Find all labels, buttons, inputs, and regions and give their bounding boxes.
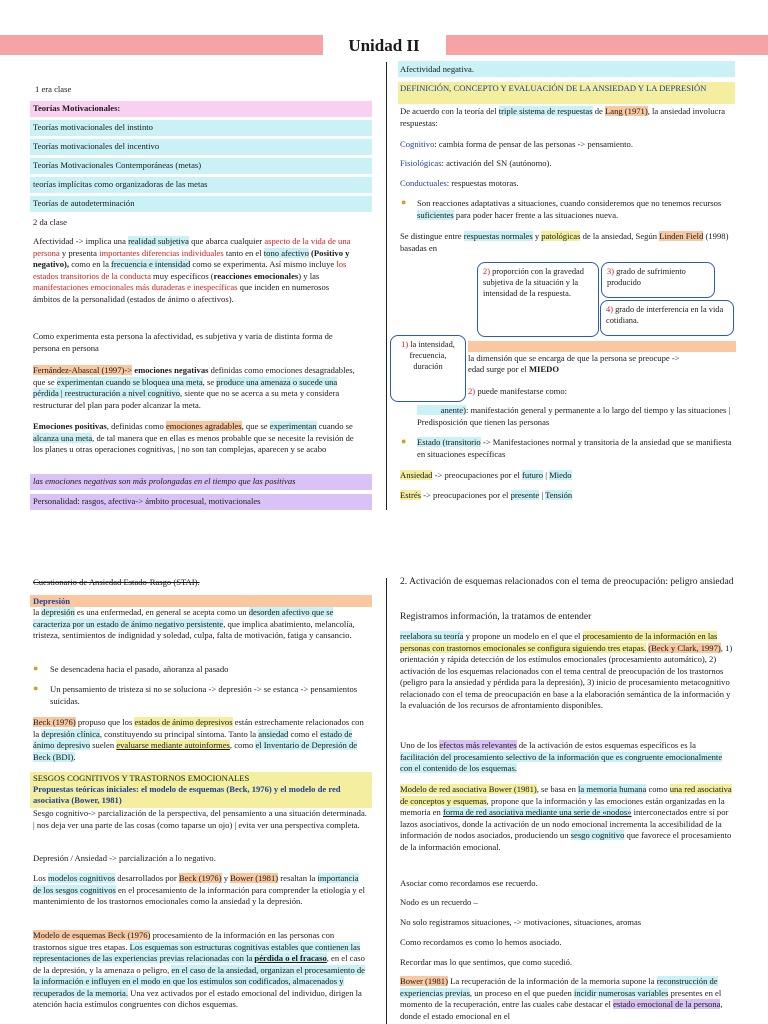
conductuales-line: Conductuales: respuestas motoras. bbox=[400, 178, 519, 188]
adaptativas-bullet: Son reacciones adaptativas a situaciones, cuando consideremos que no tenemos recursos suficientes para poder hacer frente a las situaciones nueva. bbox=[417, 198, 722, 220]
dimension-line: la dimensión que se encarga de que la persona se preocupe -> bbox=[468, 353, 680, 363]
propuestas-heading: Propuestas teóricas iniciales: el modelo de esquemas (Beck, 1976) y el modelo de red asociativa (Bower, 1981) bbox=[33, 784, 341, 805]
teoria-item: Teorías motivacionales del instinto bbox=[33, 122, 153, 132]
afectividad-negativa: Afectividad negativa. bbox=[400, 64, 474, 74]
criteria-box-4: 4) grado de interferencia en la vida cotidiana. bbox=[600, 300, 734, 336]
activacion-heading: 2. Activación de esquemas relacionados con el tema de preocupación: peligro ansiedad bbox=[400, 576, 734, 587]
fisiologicas-line: Fisiológicas: activación del SN (autónomo). bbox=[400, 158, 552, 168]
neg-long-note: las emociones negativas son más prolongadas en el tiempo que las positivas bbox=[33, 476, 296, 486]
como-line: Como recordamos es como lo hemos asociado. bbox=[400, 937, 562, 947]
bullet-icon: ● bbox=[401, 436, 407, 446]
emociones-positivas-paragraph: Emociones positivas, definidas como emociones agradables, que se experimentan cuando se alcanza una meta, de tal manera que en ellas es menos probable que se necesite la revisión de los planes u otras operaciones cognitivas, | no son tan complejas, aparecen y se acabo bbox=[33, 421, 354, 454]
criteria-box-2: 2) proporción con la gravedad subjetiva de la situación y la intensidad de la respuesta. bbox=[477, 262, 599, 337]
bullet-icon: ● bbox=[401, 197, 407, 207]
tristeza-bullet: Un pensamiento de tristeza si no se soluciona -> depresión -> se estanca -> pensamientos suicidas. bbox=[50, 684, 358, 706]
stai-heading: Cuestionario de Ansiedad Estado-Rasgo (STAI). bbox=[33, 577, 200, 587]
definicion-heading: DEFINICIÓN, CONCEPTO Y EVALUACIÓN DE LA ANSIEDAD Y LA DEPRESIÓN bbox=[400, 83, 707, 93]
dep-ans-line: Depresión / Ansiedad -> parcialización a lo negativo. bbox=[33, 853, 216, 863]
manifestarse-line: 2) puede manifestarse como: bbox=[468, 386, 568, 396]
criteria-box-3: 3) grado de sufrimiento producido bbox=[601, 262, 715, 298]
criteria-box-1: 1) la intensidad, frecuencia, duración bbox=[390, 335, 466, 402]
pasado-bullet: Se desencadena hacia el pasado, añoranza al pasado bbox=[50, 664, 229, 674]
reelabora-paragraph: reelabora su teoría y propone un modelo en el que el procesamiento de la información en las personas con trastornos emocionales se configura siguiendo tres etapas. (Beck y Clark, 1997), 1) orientación y rápida detección de los estímulos emocionales (procesamiento automático), 2) activación de los esquemas relacionados con el tema central de preocupación de los trastornos (peligro para la ansiedad y pérdida para la depresión), 3) inicio de procesamiento metacognitivo relacionado con el tema de preocupación en base a la elaboración semántica de la información y la evaluación de los recursos de afrontamiento disponibles. bbox=[400, 631, 733, 710]
lang-paragraph: De acuerdo con la teoría del triple sistema de respuestas de Lang (1971), la ansiedad involucra respuestas: bbox=[400, 106, 726, 128]
asociar-line: Asociar como recordamos ese recuerdo. bbox=[400, 878, 538, 888]
estado-bullet: Estado (transitorio -> Manifestaciones normal y transitoria de la ansiedad que se manifiesta en situaciones específicas bbox=[417, 437, 732, 459]
teoria-item: Teorías de autodeterminación bbox=[33, 198, 135, 208]
bullet-icon: ● bbox=[33, 663, 39, 673]
rasgo-bullet: anente): manifestación general y permanente a lo largo del tiempo y las situaciones | Predisposición que tienen las personas bbox=[417, 405, 731, 427]
miedo-line: edad surge por el MIEDO bbox=[468, 364, 560, 374]
modelo-esquemas-paragraph: Modelo de esquemas Beck (1976) procesamiento de la información en las personas con trastornos sigue tres etapas. Los esquemas son estructuras cognitivas estables que contienen las representaciones de las experiencias previas relacionadas con la pérdida o el fracaso, en el caso de la depresión, y la amenaza o peligro, en el caso de la ansiedad, organizan el procesamiento de la información e influyen en el modo en que los estímulos son codificados, almacenados y recuperados de la memoria. Una vez activados por el estado emocional del individuo, dirigen la atención hacia estímulos congruentes con dichos esquemas. bbox=[33, 930, 366, 1009]
modelos-paragraph: Los modelos cognitivos desarrollados por Beck (1976) y Bower (1981) resaltan la importancia de los sesgos cognitivos en el procesamiento de la información para comprender la etiología y el mantenimiento de los trastornos emocionales como la ansiedad y la depresión. bbox=[33, 873, 365, 906]
experimenta-paragraph: Como experimenta esta persona la afectividad, es subjetiva y varia de distinta forma de persona en persona bbox=[33, 331, 333, 353]
nosolo-line: No solo registramos situaciones, -> motivaciones, situaciones, aromas bbox=[400, 917, 642, 927]
bower-paragraph: Bower (1981) La recuperación de la información de la memoria supone la reconstrucción de experiencias previas, un proceso en el que pueden incidir numerosas variables presentes en el momento de la recuperación, entre las cuales cabe destacar el estado emocional de la persona, donde el estado emocional en el bbox=[400, 976, 723, 1021]
afectividad-paragraph: Afectividad -> implica una realidad subjetiva que abarca cualquier aspecto de la vida de una persona y presenta importantes diferencias individuales tanto en el tono afectivo (Positivo y negativo), como en la frecuencia e intensidad como se experimenta. Así mismo incluye los estados transitorios de la conducta muy específicos (reacciones emocionales) y las manifestaciones emocionales más duraderas e inespecíficas que inciden en numerosos ámbitos de la personalidad (estados de ánimo o afectivos). bbox=[33, 236, 351, 304]
efectos-paragraph: Uno de los efectos más relevantes de la activación de estos esquemas específicos es la facilitación del procesamiento selectivo de la información que es congruente emocionalmente con el contenido de los esquemas. bbox=[400, 740, 723, 773]
ansiedad-line: Ansiedad -> preocupaciones por el futuro | Miedo bbox=[400, 470, 572, 480]
page-title: Unidad II bbox=[348, 36, 420, 55]
sesgos-heading: SESGOS COGNITIVOS Y TRASTORNOS EMOCIONALES bbox=[33, 773, 250, 783]
nodo-line: Nodo es un recuerdo – bbox=[400, 897, 478, 907]
teoria-item: Teorías Motivacionales Contemporáneas (metas) bbox=[33, 160, 202, 170]
depresion-head-bg bbox=[30, 595, 372, 607]
dimension-bg bbox=[468, 341, 736, 352]
column-divider-bottom bbox=[386, 578, 387, 1024]
clase2: 2 da clase bbox=[33, 217, 67, 227]
sesgo-paragraph: Sesgo cognitivo-> parcialización de la perspectiva, del pensamiento a una situación determinada. | nos deja ver una parte de las cosas (como taparse un ojo) | evita ver una perspectiva completa. bbox=[33, 808, 367, 830]
distingue-paragraph: Se distingue entre respuestas normales y patológicas de la ansiedad, Según Linden Field (1998) basadas en bbox=[400, 231, 729, 253]
teoria-item: teorías implícitas como organizadoras de las metas bbox=[33, 179, 208, 189]
beck-paragraph: Beck (1976) propuso que los estados de ánimo depresivos están estrechamente relacionados con la depresión clínica, constituyendo su principal síntoma. Tanto la ansiedad como el estado de ánimo depresivo suelen evaluarse mediante autoinformes, como el Inventario de Depresión de Beck (BDI). bbox=[33, 717, 364, 762]
clase1: 1 era clase bbox=[35, 84, 72, 94]
teorias-heading: Teorías Motivacionales: bbox=[33, 103, 121, 113]
depresion-heading: Depresión bbox=[33, 596, 71, 606]
personalidad-note: Personalidad: rasgos, afectiva-> ámbito procesual, motivacionales bbox=[33, 496, 261, 506]
cognitivo-line: Cognitivo: cambia forma de pensar de las personas -> pensamiento. bbox=[400, 139, 634, 149]
estres-line: Estrés -> preocupaciones por el presente | Tensión bbox=[400, 490, 573, 500]
registramos-line: Registramos información, la tratamos de entender bbox=[400, 611, 592, 622]
fernandez-paragraph: Fernández-Abascal (1997)-> emociones negativas definidas como emociones desagradables, que se experimentan cuando se bloquea una meta, se produce una amenaza o sucede una pérdida | reestructuración a nivel cognitivo, siente que no se acerca a su meta y considera restructurar del plan para poder alcanzar la meta. bbox=[33, 365, 355, 410]
recordar-line: Recordar mas lo que sentimos, que como sucedió. bbox=[400, 957, 573, 967]
column-divider-top bbox=[386, 62, 387, 510]
bullet-icon: ● bbox=[33, 683, 39, 693]
red-asociativa-paragraph: Modelo de red asociativa Bower (1981), se basa en la memoria humana como una red asociativa de conceptos y esquemas, propone que la información y las emociones están organizadas en la memoria en forma de red asociativa mediante una serie de «nodos» interconectados entre sí por lazos asociativos, donde la activación de un nodo emocional incrementa la accesibilidad de la información de nodos asociados, produciendo un sesgo cognitivo que favorece el procesamiento de la información emocional. bbox=[400, 784, 732, 852]
teoria-item: Teorías motivacionales del incentivo bbox=[33, 141, 160, 151]
depresion-paragraph: la depresión es una enfermedad, en general se acepta como un desorden afectivo que se caracteriza por un estado de ánimo negativo persistente, que implica abatimiento, melancolía, tristeza, sentimientos de indignidad y soledad, culpa, falta de motivación, fatiga y cansancio. bbox=[33, 607, 355, 640]
